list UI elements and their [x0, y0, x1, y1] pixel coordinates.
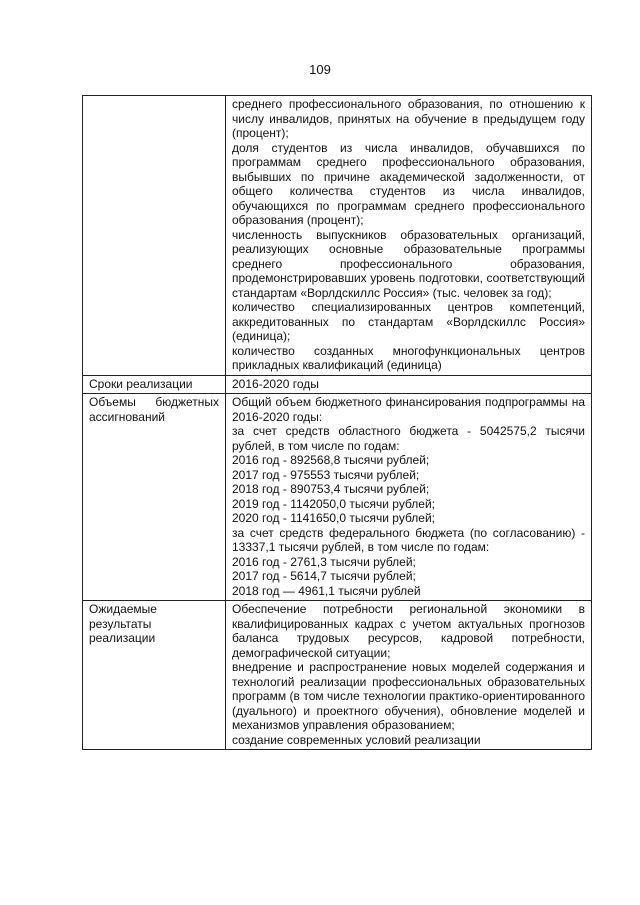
paragraph: 2017 год - 5614,7 тысячи рублей; [232, 569, 416, 583]
page-number: 109 [309, 62, 331, 77]
row-label-expected-results: Ожидаемые результаты реализации [83, 601, 226, 750]
paragraph: за счет средств областного бюджета - 5042575,2 тысячи рублей, в том числе по годам: [232, 424, 585, 453]
row-content-timeline [226, 375, 592, 394]
paragraph: 2016 год - 892568,8 тысячи рублей; [232, 453, 430, 467]
paragraph: Обеспечение потребности региональной экономики в квалифицированных кадрах с учетом актуальных прогнозов баланса трудовых ресурсов, кадровой потребности, демографической ситуации; [232, 602, 585, 660]
paragraph: 2016-2020 годы [232, 376, 319, 391]
paragraph: за счет средств федерального бюджета (по согласованию) - 13337,1 тысячи рублей, в том числе по годам: [232, 525, 585, 554]
row-content-budget [226, 394, 592, 601]
paragraph: 2018 год - 890753,4 тысячи рублей; [232, 482, 430, 496]
paragraph: 2017 год - 975553 тысячи рублей; [232, 467, 420, 482]
row-label-timeline: Сроки реализации [83, 375, 226, 394]
row-content-indicators [226, 96, 592, 376]
row-label-budget: Объемы бюджетных ассигнований [83, 394, 226, 601]
paragraph: Общий объем бюджетного финансирования подпрограммы на 2016-2020 годы: [232, 395, 585, 424]
paragraph: 2016 год - 2761,3 тысячи рублей; [232, 554, 416, 569]
paragraph: создание современных условий реализации [232, 732, 481, 747]
paragraph: внедрение и распространение новых моделей содержания и технологий реализации профессиональных образовательных программ (в том числе технологии практико-ориентированного (дуального) и проектного обучения), обновление моделей и механизмов управления образованием; [232, 660, 585, 732]
paragraph: 2019 год - 1142050,0 тысячи рублей; [232, 496, 436, 511]
paragraph: 2018 год — 4961,1 тысячи рублей [232, 583, 421, 598]
row-content-expected-results [226, 601, 592, 750]
program-passport-table [82, 95, 592, 750]
paragraph: среднего профессионального образования, по отношению к числу инвалидов, принятых на обучение в предыдущем году (процент); [232, 97, 585, 140]
paragraph: 2020 год - 1141650,0 тысячи рублей; [232, 511, 436, 525]
paragraph: количество специализированных центров компетенций, аккредитованных по стандартам «Ворлдскиллс Россия» (единица); [232, 300, 585, 343]
row-label-empty [83, 96, 226, 376]
table-row-timeline [83, 375, 592, 394]
paragraph: доля студентов из числа инвалидов, обучавшихся по программам среднего профессионального образования, выбывших по причине академической задолженности, от общего количества студентов из числа инвалидов, обучающихся по программам среднего профессионального образования (процент); [232, 140, 585, 227]
table-row-indicators-continued [83, 96, 592, 376]
table-row-expected-results [83, 601, 592, 750]
table-row-budget [83, 394, 592, 601]
paragraph: численность выпускников образовательных организаций, реализующих основные образовательные программы среднего профессионального образования, продемонстрировавших уровень подготовки, соответствующий стандартам «Ворлдскиллс Россия» (тыс. человек за год); [232, 227, 585, 300]
paragraph: количество созданных многофункциональных центров прикладных квалификаций (единица) [232, 343, 585, 372]
